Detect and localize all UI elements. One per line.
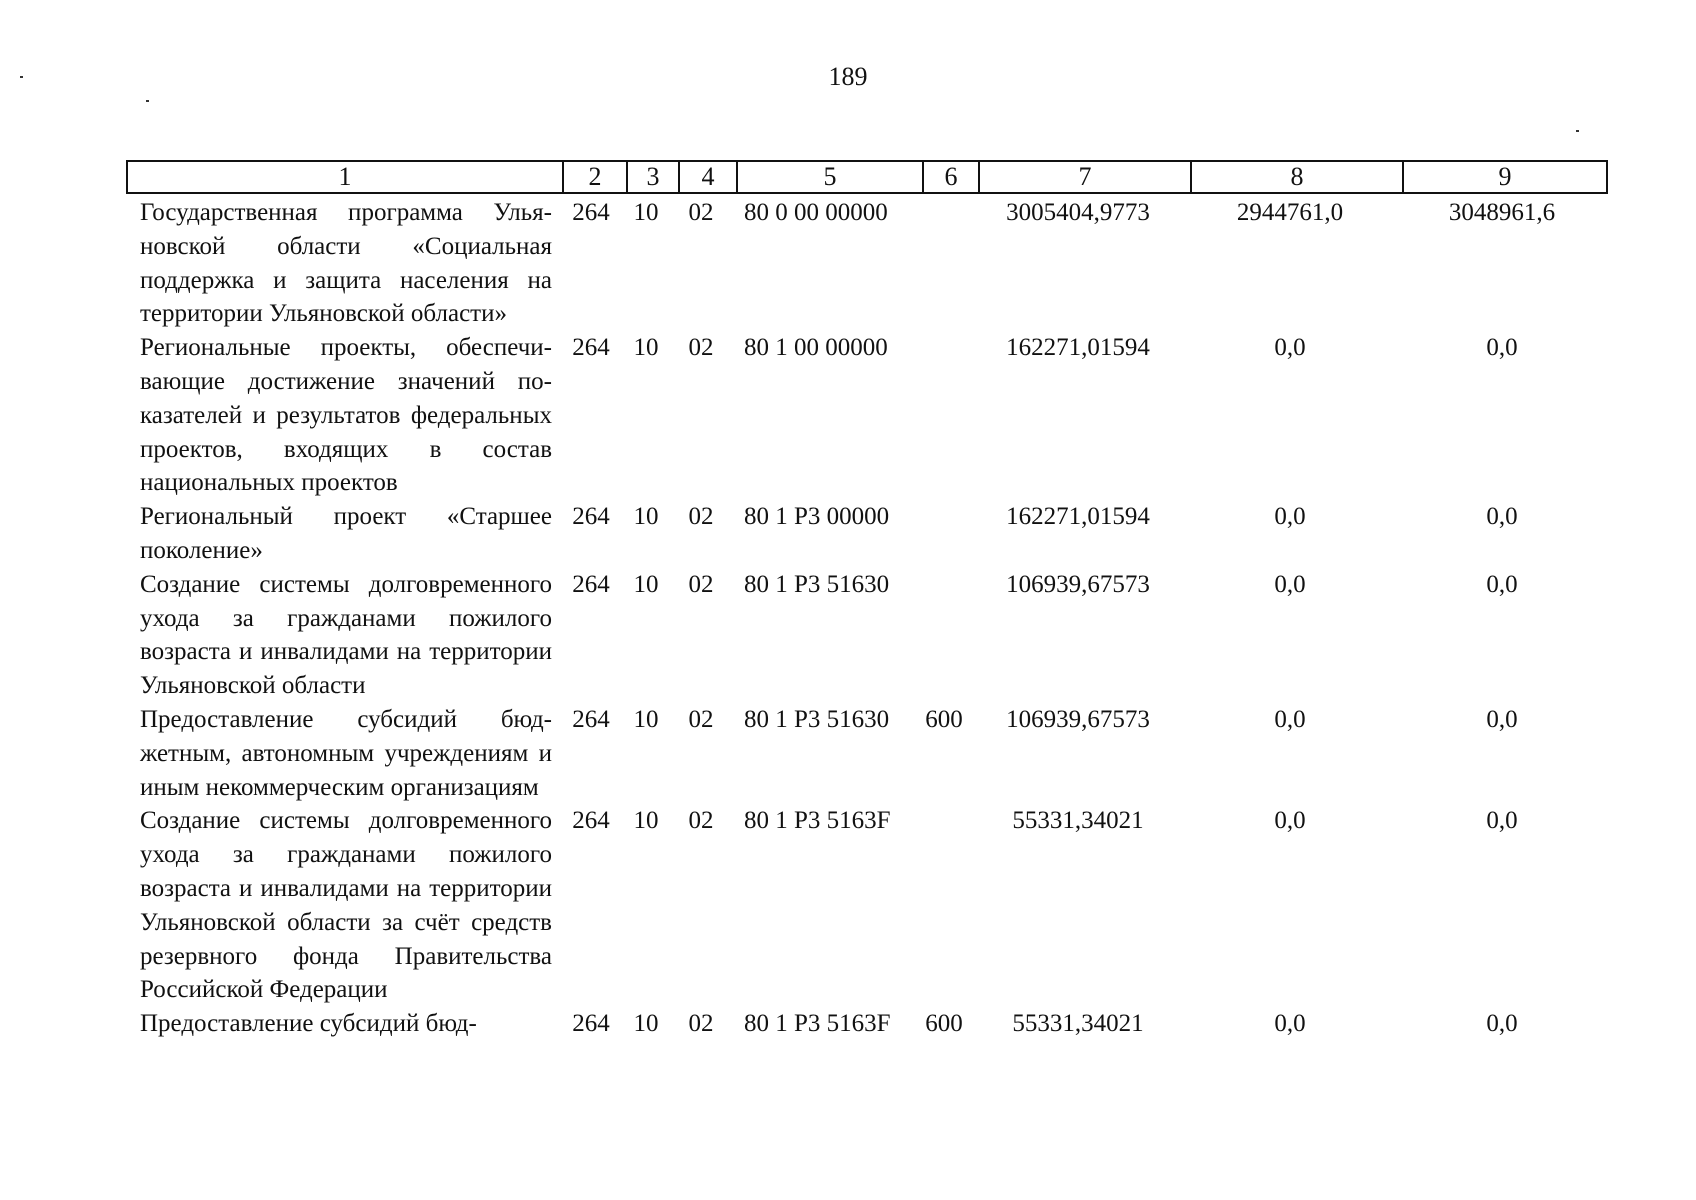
cell-section: 10 [633, 503, 659, 531]
cell-subsection: 02 [688, 705, 714, 733]
cell-year-3: 0,0 [1486, 1010, 1518, 1038]
header-cell: 5 [738, 162, 924, 192]
cell-target-article: 80 1 00 00000 [744, 334, 888, 362]
cell-year-1: 106939,67573 [1006, 705, 1150, 733]
table-row [126, 703, 1608, 804]
header-cell: 3 [628, 162, 680, 192]
cell-subsection: 02 [688, 334, 714, 362]
cell-target-article: 80 1 P3 51630 [744, 705, 890, 733]
cell-grbs: 264 [572, 570, 610, 598]
cell-year-2: 0,0 [1274, 1010, 1306, 1038]
scan-speck [146, 100, 149, 102]
cell-year-1: 55331,34021 [1012, 1010, 1144, 1038]
cell-grbs: 264 [572, 705, 610, 733]
cell-grbs: 264 [572, 1010, 610, 1038]
header-cell: 9 [1498, 162, 1512, 191]
cell-subsection: 02 [688, 1010, 714, 1038]
table-row [126, 196, 1608, 331]
cell-name: Создание системы долговременного ухода за гражданами пожилого возраста и инвалидами на территории Ульяновской области за счёт средств резервного фонда Правительства Российской Федерации [140, 807, 552, 1004]
cell-year-3: 0,0 [1486, 705, 1518, 733]
cell-target-article: 80 1 P3 5163F [744, 807, 891, 835]
cell-year-3: 0,0 [1486, 807, 1518, 835]
cell-target-article: 80 1 P3 00000 [744, 503, 890, 531]
cell-section: 10 [633, 199, 659, 226]
cell-name: Создание системы долговременного ухода за гражданами пожилого возраста и инвалидами на территории Ульяновской области [140, 570, 552, 700]
cell-year-2: 0,0 [1274, 570, 1306, 598]
cell-year-2: 0,0 [1274, 807, 1306, 835]
header-cell: 2 [564, 162, 628, 192]
cell-section: 10 [633, 570, 659, 598]
cell-expense-type: 600 [925, 1010, 963, 1038]
cell-year-3: 0,0 [1486, 503, 1518, 531]
table-row [126, 331, 1608, 500]
cell-subsection: 02 [688, 199, 714, 226]
cell-expense-type: 600 [925, 705, 963, 733]
table-body [126, 196, 1608, 1041]
cell-grbs: 264 [572, 334, 610, 362]
scan-speck [1576, 130, 1579, 132]
cell-subsection: 02 [688, 807, 714, 835]
scan-speck [20, 76, 23, 78]
cell-name: Предоставление субсидий бюджетным, автономным учреждениям и иным некоммерческим организациям [140, 705, 552, 801]
cell-year-2: 0,0 [1274, 334, 1306, 362]
cell-year-3: 0,0 [1486, 570, 1518, 598]
cell-year-2: 0,0 [1274, 705, 1306, 733]
cell-grbs: 264 [572, 807, 610, 835]
cell-section: 10 [633, 334, 659, 362]
cell-expense-type [916, 196, 972, 331]
header-cell: 4 [680, 162, 738, 192]
cell-grbs: 264 [572, 199, 610, 226]
cell-subsection: 02 [688, 503, 714, 531]
cell-name: Региональные проекты, обеспечивающие достижение значений показателей и результатов федеральных проектов, входящих в состав национальных проектов [140, 334, 552, 497]
cell-year-2: 2944761,0 [1236, 199, 1344, 226]
cell-year-1: 3005404,9773 [1006, 199, 1150, 226]
cell-expense-type [916, 331, 972, 500]
page-number: 189 [828, 62, 868, 91]
cell-target-article: 80 0 00 00000 [744, 199, 888, 226]
cell-section: 10 [633, 1010, 659, 1038]
cell-year-1: 162271,01594 [1006, 334, 1150, 362]
cell-section: 10 [633, 807, 659, 835]
header-cell: 1 [128, 162, 564, 192]
table-row [126, 1007, 1608, 1041]
header-cell: 7 [980, 162, 1192, 192]
cell-target-article: 80 1 P3 5163F [744, 1010, 891, 1038]
header-cell: 6 [924, 162, 980, 192]
table-header [126, 160, 1608, 194]
header-cell: 8 [1192, 162, 1404, 192]
cell-year-3: 0,0 [1486, 334, 1518, 362]
cell-name: Региональный проект «Старшее поколение» [140, 503, 552, 564]
cell-grbs: 264 [572, 503, 610, 531]
cell-subsection: 02 [688, 570, 714, 598]
table-row [126, 568, 1608, 703]
cell-year-2: 0,0 [1274, 503, 1306, 531]
cell-name: Государственная программа Ульяновской области «Социальная поддержка и защита населения на территории Ульяновской области» [140, 199, 552, 328]
cell-section: 10 [633, 705, 659, 733]
table-row [126, 804, 1608, 1007]
table-row [126, 500, 1608, 568]
cell-expense-type [916, 568, 972, 703]
cell-year-3: 3048961,6 [1448, 199, 1556, 226]
cell-target-article: 80 1 P3 51630 [744, 570, 890, 598]
cell-expense-type [916, 804, 972, 1007]
cell-year-1: 55331,34021 [1012, 807, 1144, 835]
cell-expense-type [916, 500, 972, 568]
cell-name: Предоставление субсидий бюд- [140, 1010, 477, 1038]
cell-year-1: 106939,67573 [1006, 570, 1150, 598]
cell-year-1: 162271,01594 [1006, 503, 1150, 531]
